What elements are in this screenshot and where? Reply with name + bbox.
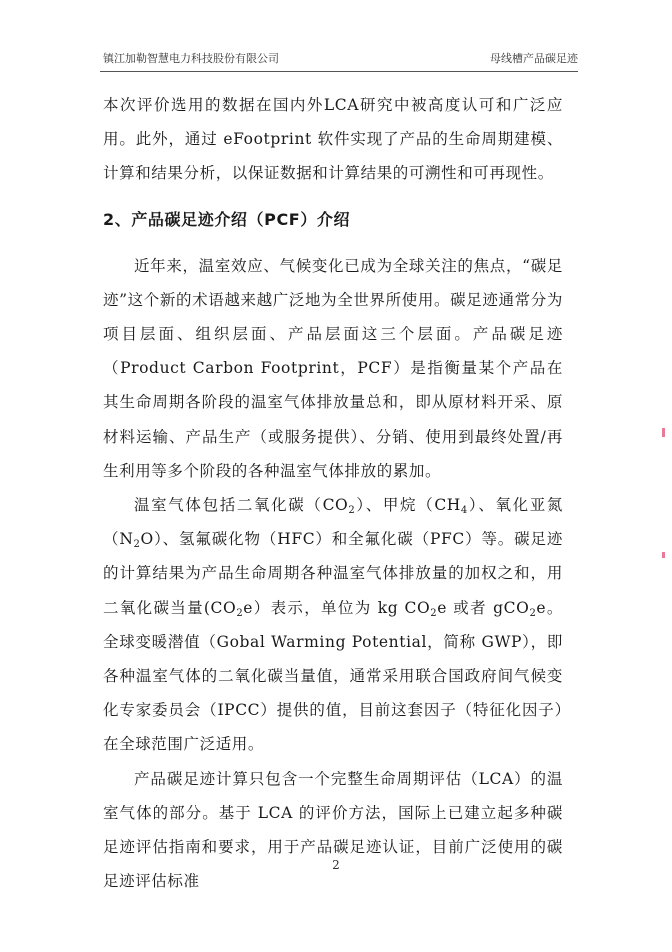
paragraph-lca-standards: 产品碳足迹计算只包含一个完整生命周期评估（LCA）的温室气体的部分。基于 LCA 的评价方法，国际上已建立起多种碳足迹评估指南和要求，用于产品碳足迹认证，目前广泛使用的碳足迹评估标准 xyxy=(103,769,563,891)
ghg-text-2: ）、甲烷（CH xyxy=(355,496,461,515)
margin-mark xyxy=(662,552,665,558)
ghg-text-6: e 或者 gCO xyxy=(437,598,530,617)
ghg-text-4: O）、氢氟碳化物（HFC）和全氟化碳（PFC）等。碳足迹的计算结果为产品生命周期各种温室气体排放量的加权之和，用二氧化碳当量(CO xyxy=(103,530,563,617)
section-heading: 2、产品碳足迹介绍（PCF）介绍 xyxy=(103,209,351,229)
ghg-text-7: e。全球变暖潜值（Gobal Warming Potential，简称 GWP），即各种温室气体的二氧化碳当量值，通常采用联合国政府间气候变化专家委员会（IPCC）提供的值，目前这套因子（特征化因子）在全球范围广泛适用。 xyxy=(103,598,563,754)
header-document-title: 母线槽产品碳足迹 xyxy=(490,52,578,65)
ghg-text-1: 温室气体包括二氧化碳（CO xyxy=(134,496,349,515)
intro-paragraph: 本次评价选用的数据在国内外LCA研究中被高度认可和广泛应用。此外，通过 eFootprint 软件实现了产品的生命周期建模、计算和结果分析，以保证数据和计算结果的可溯性和可再现性。 xyxy=(103,96,563,183)
paragraph-pcf-definition: 近年来，温室效应、气候变化已成为全球关注的焦点，“碳足迹”这个新的术语越来越广泛地为全世界所使用。碳足迹通常分为项目层面、组织层面、产品层面这三个层面。产品碳足迹（Product Carbon Footprint，PCF）是指衡量某个产品在其生命周期各阶段的温室气体排放量总和，即从原材料开采、原材料运输、产品生产（或服务提供）、分销、使用到最终处置/再生利用等多个阶段的各种温室气体排放的累加。 xyxy=(103,256,563,480)
margin-mark xyxy=(662,428,665,437)
subscript: 4 xyxy=(460,505,468,517)
header-company-name: 镇江加勒智慧电力科技股份有限公司 xyxy=(103,52,279,65)
page-header xyxy=(103,46,578,68)
subscript: 2 xyxy=(236,607,244,619)
page-number: 2 xyxy=(332,858,340,872)
subscript: 2 xyxy=(529,607,537,619)
header-rule xyxy=(100,71,578,72)
document-body xyxy=(103,88,563,898)
subscript: 2 xyxy=(430,607,438,619)
subscript: 2 xyxy=(348,505,356,517)
ghg-text-5: e）表示，单位为 kg CO xyxy=(243,598,431,617)
ghg-text-3: ）、氧化亚氮（N xyxy=(103,496,564,549)
subscript: 2 xyxy=(133,539,141,551)
paragraph-greenhouse-gases xyxy=(103,488,563,762)
